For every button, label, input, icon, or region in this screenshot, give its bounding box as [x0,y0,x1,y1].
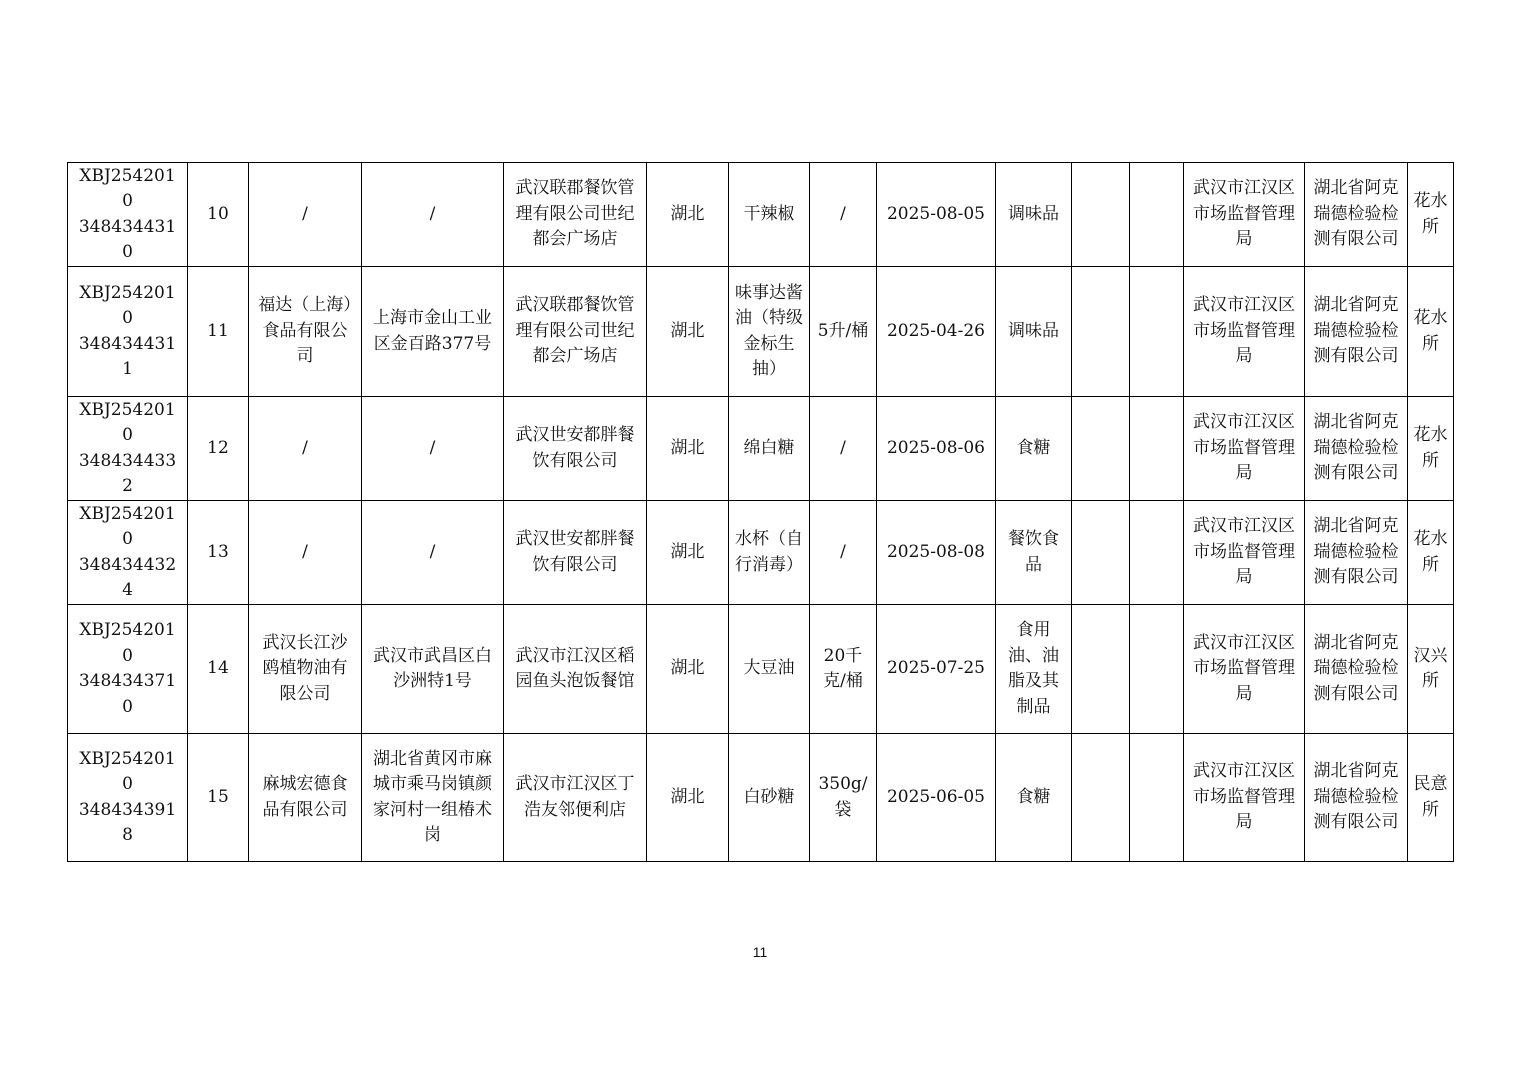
blank-cell [1130,267,1184,397]
manufacturer-cell: 福达（上海）食品有限公司 [249,267,362,397]
agency-cell: 武汉市江汉区市场监督管理局 [1184,163,1305,267]
row-number-cell: 14 [188,605,249,734]
blank-cell [1072,163,1130,267]
manufacturer-cell: / [249,163,362,267]
production-date-cell: 2025-06-05 [877,734,996,862]
page-number: 11 [752,944,768,960]
row-number-cell: 10 [188,163,249,267]
table-row [68,501,1454,605]
sampled-unit-cell: 武汉市江汉区丁浩友邻便利店 [504,734,647,862]
manufacturer-cell: 武汉长江沙鸥植物油有限公司 [249,605,362,734]
category-cell: 餐饮食品 [996,501,1072,605]
blank-cell [1072,501,1130,605]
sampled-unit-cell: 武汉联郡餐饮管理有限公司世纪都会广场店 [504,267,647,397]
manufacturer-cell: 麻城宏德食品有限公司 [249,734,362,862]
table-row [68,734,1454,862]
product-name-cell: 干辣椒 [729,163,810,267]
table-row [68,267,1454,397]
manufacturer-address-cell: / [362,163,504,267]
production-date-cell: 2025-04-26 [877,267,996,397]
province-cell: 湖北 [647,734,729,862]
blank-cell [1072,397,1130,501]
agency-cell: 武汉市江汉区市场监督管理局 [1184,605,1305,734]
table-row [68,163,1454,267]
specification-cell: / [810,163,877,267]
office-cell: 民意所 [1408,734,1454,862]
office-cell: 花水所 [1408,163,1454,267]
sample-id-cell: XBJ2542010 3484344324 [68,501,188,605]
blank-cell [1130,397,1184,501]
row-number-cell: 15 [188,734,249,862]
product-name-cell: 绵白糖 [729,397,810,501]
category-cell: 食用油、油脂及其制品 [996,605,1072,734]
blank-cell [1072,605,1130,734]
office-cell: 汉兴所 [1408,605,1454,734]
production-date-cell: 2025-08-08 [877,501,996,605]
manufacturer-address-cell: / [362,397,504,501]
row-number-cell: 11 [188,267,249,397]
province-cell: 湖北 [647,501,729,605]
blank-cell [1072,734,1130,862]
sample-id-cell: XBJ2542010 3484344311 [68,267,188,397]
production-date-cell: 2025-08-05 [877,163,996,267]
product-name-cell: 水杯（自行消毒） [729,501,810,605]
agency-cell: 武汉市江汉区市场监督管理局 [1184,501,1305,605]
testing-lab-cell: 湖北省阿克瑞德检验检测有限公司 [1305,267,1408,397]
blank-cell [1130,501,1184,605]
testing-lab-cell: 湖北省阿克瑞德检验检测有限公司 [1305,163,1408,267]
sampled-unit-cell: 武汉市江汉区稻园鱼头泡饭餐馆 [504,605,647,734]
sampled-unit-cell: 武汉世安都胖餐饮有限公司 [504,501,647,605]
table-row [68,397,1454,501]
sample-table [67,162,1454,862]
province-cell: 湖北 [647,163,729,267]
blank-cell [1130,605,1184,734]
testing-lab-cell: 湖北省阿克瑞德检验检测有限公司 [1305,734,1408,862]
testing-lab-cell: 湖北省阿克瑞德检验检测有限公司 [1305,501,1408,605]
office-cell: 花水所 [1408,501,1454,605]
sampled-unit-cell: 武汉联郡餐饮管理有限公司世纪都会广场店 [504,163,647,267]
province-cell: 湖北 [647,605,729,734]
sampled-unit-cell: 武汉世安都胖餐饮有限公司 [504,397,647,501]
agency-cell: 武汉市江汉区市场监督管理局 [1184,734,1305,862]
province-cell: 湖北 [647,397,729,501]
manufacturer-address-cell: 上海市金山工业区金百路377号 [362,267,504,397]
sample-id-cell: XBJ2542010 3484344332 [68,397,188,501]
product-name-cell: 味事达酱油（特级金标生抽） [729,267,810,397]
sample-id-cell: XBJ2542010 3484344310 [68,163,188,267]
specification-cell: 5升/桶 [810,267,877,397]
office-cell: 花水所 [1408,267,1454,397]
testing-lab-cell: 湖北省阿克瑞德检验检测有限公司 [1305,605,1408,734]
table-row [68,605,1454,734]
manufacturer-cell: / [249,397,362,501]
sample-id-cell: XBJ2542010 3484343710 [68,605,188,734]
agency-cell: 武汉市江汉区市场监督管理局 [1184,267,1305,397]
manufacturer-address-cell: 湖北省黄冈市麻城市乘马岗镇颜家河村一组椿术岗 [362,734,504,862]
category-cell: 调味品 [996,267,1072,397]
category-cell: 食糖 [996,397,1072,501]
production-date-cell: 2025-08-06 [877,397,996,501]
product-name-cell: 白砂糖 [729,734,810,862]
province-cell: 湖北 [647,267,729,397]
production-date-cell: 2025-07-25 [877,605,996,734]
category-cell: 食糖 [996,734,1072,862]
office-cell: 花水所 [1408,397,1454,501]
blank-cell [1130,163,1184,267]
specification-cell: / [810,501,877,605]
sample-id-cell: XBJ2542010 3484343918 [68,734,188,862]
row-number-cell: 12 [188,397,249,501]
specification-cell: 350g/袋 [810,734,877,862]
specification-cell: 20千克/桶 [810,605,877,734]
manufacturer-address-cell: / [362,501,504,605]
blank-cell [1130,734,1184,862]
testing-lab-cell: 湖北省阿克瑞德检验检测有限公司 [1305,397,1408,501]
agency-cell: 武汉市江汉区市场监督管理局 [1184,397,1305,501]
specification-cell: / [810,397,877,501]
manufacturer-address-cell: 武汉市武昌区白沙洲特1号 [362,605,504,734]
manufacturer-cell: / [249,501,362,605]
row-number-cell: 13 [188,501,249,605]
blank-cell [1072,267,1130,397]
product-name-cell: 大豆油 [729,605,810,734]
category-cell: 调味品 [996,163,1072,267]
